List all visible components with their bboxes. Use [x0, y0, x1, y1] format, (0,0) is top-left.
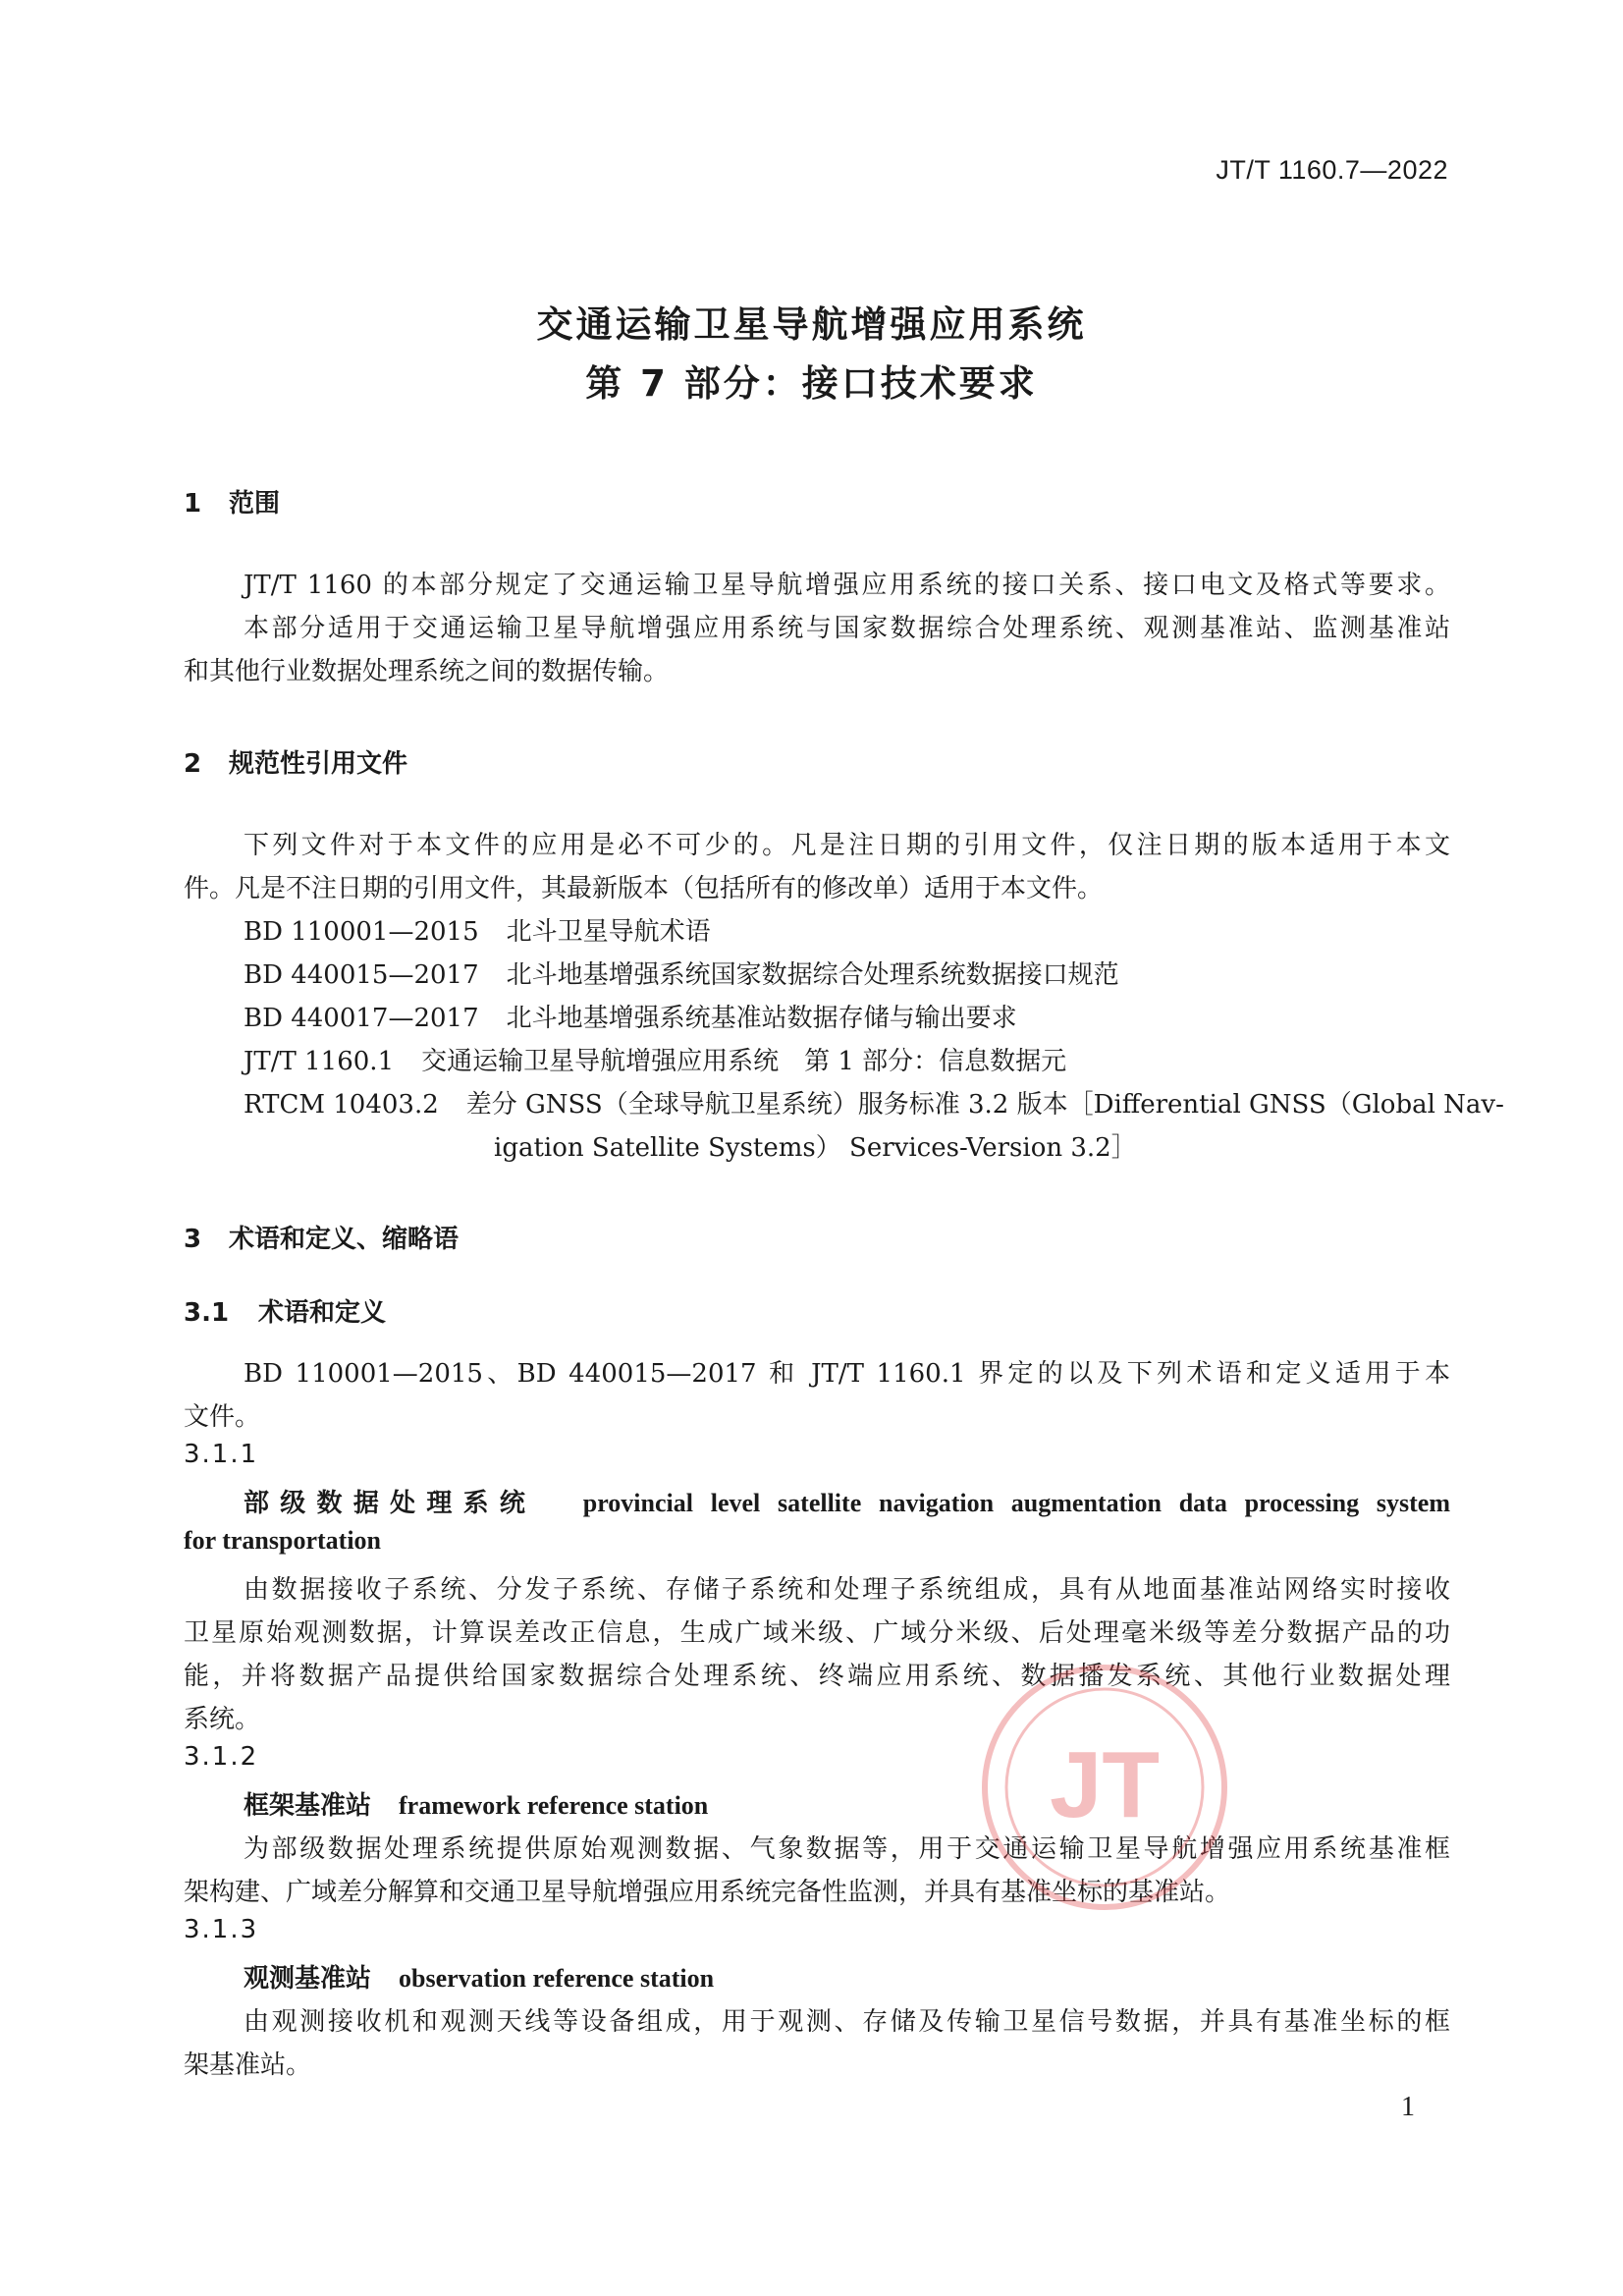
definition-line: 由观测接收机和观测天线等设备组成，用于观测、存储及传输卫星信号数据，并具有基准坐标的框 [243, 2007, 1450, 2037]
stamp-text: JT [1049, 1732, 1161, 1837]
term-heading [243, 1958, 714, 1995]
reference-code: JT/T 1160.1 [243, 1047, 395, 1076]
reference-code: BD 110001—2015 [243, 917, 479, 947]
definition-line: 系统。 [184, 1705, 261, 1734]
term-number: 3.1.2 [184, 1742, 259, 1772]
term-chinese: 观测基准站 [243, 1964, 372, 1994]
reference-code: RTCM 10403.2 [243, 1090, 439, 1120]
reference-code: BD 440015—2017 [243, 960, 479, 990]
section-3-heading [184, 1219, 459, 1255]
term-number: 3.1.1 [184, 1440, 259, 1469]
paragraph-line: BD 110001—2015、BD 440015—2017 和 JT/T 1160.1 界定的以及下列术语和定义适用于本 [243, 1359, 1450, 1389]
term-chinese: 框架基准站 [243, 1791, 372, 1821]
reference-continuation: igation Satellite Systems） Services-Version 3.2］ [494, 1133, 1137, 1163]
page-number: 1 [1401, 2092, 1415, 2122]
subsection-number: 3.1 [184, 1298, 230, 1328]
definition-line: 由数据接收子系统、分发子系统、存储子系统和处理子系统组成，具有从地面基准站网络实时接收 [243, 1575, 1450, 1605]
reference-item [243, 998, 1017, 1034]
paragraph-line: 和其他行业数据处理系统之间的数据传输。 [184, 657, 670, 686]
definition-line: 架构建、广域差分解算和交通卫星导航增强应用系统完备性监测，并具有基准坐标的基准站。 [184, 1878, 1231, 1907]
reference-title: 差分 GNSS（全球导航卫星系统）服务标准 3.2 版本［Differential GNSS（Global Nav- [465, 1090, 1504, 1120]
term-english: provincial level satellite navigation augmentation data processing system [582, 1489, 1450, 1517]
term-english: observation reference station [399, 1964, 715, 1993]
document-title-line2: 第 7 部分：接口技术要求 [585, 362, 1038, 405]
reference-title: 北斗卫星导航术语 [506, 917, 711, 947]
reference-title: 交通运输卫星导航增强应用系统 第 1 部分：信息数据元 [421, 1047, 1067, 1076]
reference-item [243, 911, 711, 948]
section-title: 规范性引用文件 [229, 749, 408, 779]
paragraph-line: 文件。 [184, 1402, 261, 1432]
paragraph-line: 件。凡是不注日期的引用文件，其最新版本（包括所有的修改单）适用于本文件。 [184, 874, 1104, 903]
reference-item [243, 955, 1119, 991]
section-title: 范围 [229, 489, 281, 519]
section-number: 3 [184, 1225, 202, 1254]
standard-code: JT/T 1160.7—2022 [1216, 155, 1448, 185]
definition-line: 能，并将数据产品提供给国家数据综合处理系统、终端应用系统、数据播发系统、其他行业数据处理 [184, 1662, 1450, 1691]
jt-stamp-watermark [977, 1660, 1232, 1915]
term-heading [243, 1785, 708, 1822]
subsection-title: 术语和定义 [258, 1298, 387, 1328]
section-2-heading [184, 743, 407, 780]
paragraph-line: 下列文件对于本文件的应用是必不可少的。凡是注日期的引用文件，仅注日期的版本适用于本文 [243, 831, 1450, 860]
reference-title: 北斗地基增强系统基准站数据存储与输出要求 [506, 1004, 1017, 1033]
reference-title: 北斗地基增强系统国家数据综合处理系统数据接口规范 [506, 960, 1119, 990]
reference-code: BD 440017—2017 [243, 1004, 479, 1033]
reference-item [243, 1084, 1504, 1121]
section-title: 术语和定义、缩略语 [229, 1225, 460, 1254]
paragraph-line: JT/T 1160 的本部分规定了交通运输卫星导航增强应用系统的接口关系、接口电文及格式等要求。 [243, 571, 1450, 600]
term-english: framework reference station [399, 1791, 709, 1820]
term-number: 3.1.3 [184, 1915, 259, 1944]
section-number: 1 [184, 489, 202, 519]
term-chinese: 部级数据处理系统 [243, 1489, 537, 1518]
paragraph-line: 本部分适用于交通运输卫星导航增强应用系统与国家数据综合处理系统、观测基准站、监测基准站 [243, 614, 1450, 643]
section-1-heading [184, 483, 280, 519]
reference-item [243, 1041, 1066, 1077]
definition-line: 架基准站。 [184, 2050, 312, 2080]
subsection-3-1-heading [184, 1292, 386, 1329]
term-heading [243, 1483, 1450, 1519]
definition-line: 卫星原始观测数据，计算误差改正信息，生成广域米级、广域分米级、后处理毫米级等差分数据产品的功 [184, 1618, 1450, 1648]
section-number: 2 [184, 749, 202, 779]
document-title-line1: 交通运输卫星导航增强应用系统 [536, 303, 1087, 346]
definition-line: 为部级数据处理系统提供原始观测数据、气象数据等，用于交通运输卫星导航增强应用系统基准框 [243, 1834, 1450, 1864]
term-english-continuation: for transportation [184, 1526, 382, 1555]
